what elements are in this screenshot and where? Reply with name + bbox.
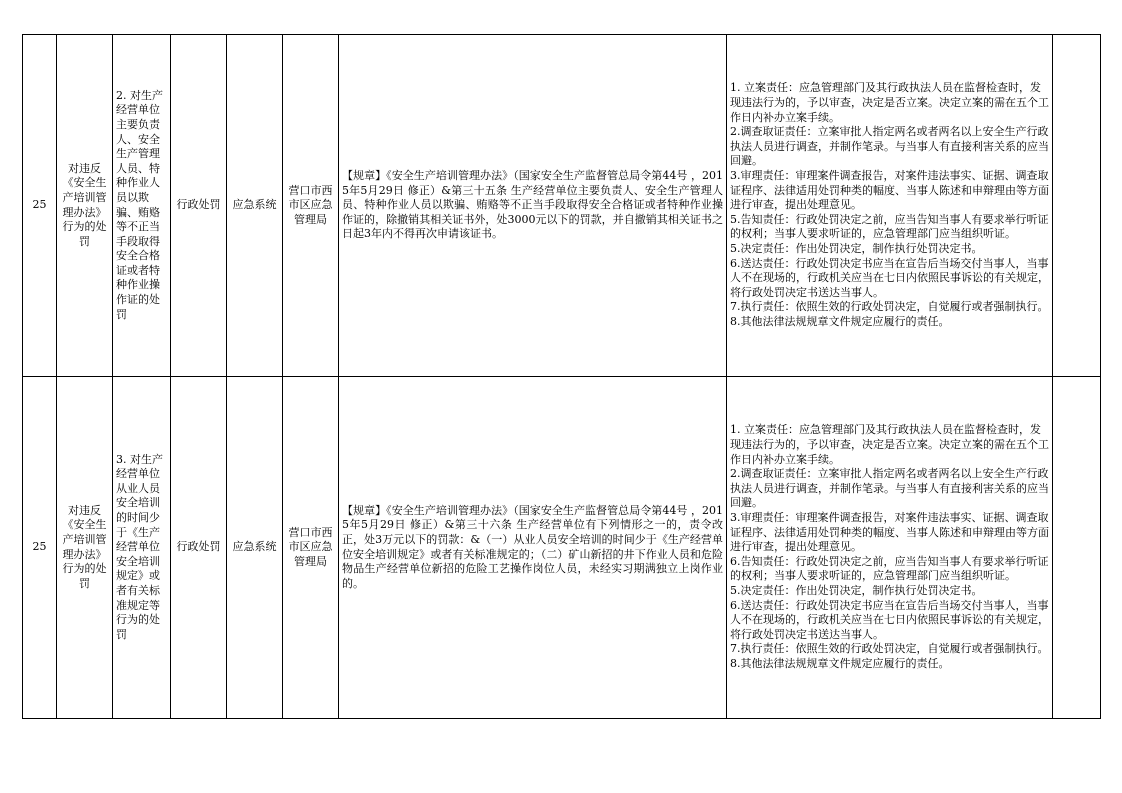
responsibility-item: 6.送达责任：行政处罚决定书应当在宣告后当场交付当事人，当事人不在现场的，行政机关应当在七日内依照民事诉讼的有关规定，将行政处罚决定书送达当事人。: [730, 598, 1049, 641]
responsibility-item: 3.审理责任：审理案件调查报告，对案件违法事实、证据、调查取证程序、法律适用处罚种类的幅度、当事人陈述和申辩理由等方面进行审查，提出处理意见。: [730, 169, 1049, 212]
department-name: 营口市西市区应急管理局: [283, 35, 339, 377]
responsibility-item: 2.调查取证责任：立案审批人指定两名或者两名以上安全生产行政执法人员进行调查，并制作笔录。与当事人有直接利害关系的应当回避。: [730, 125, 1049, 168]
responsibility-item: 7.执行责任：依照生效的行政处罚决定，自觉履行或者强制执行。: [730, 300, 1049, 314]
responsibility-item: 5.决定责任：作出处罚决定，制作执行处罚决定书。: [730, 583, 983, 597]
responsibility-item: 8.其他法律法规规章文件规定应履行的责任。: [730, 314, 950, 328]
remark: [1053, 377, 1101, 719]
responsibility-item: 5.决定责任：作出处罚决定，制作执行处罚决定书。: [730, 241, 983, 255]
remark: [1053, 35, 1101, 377]
system-name: 应急系统: [227, 377, 283, 719]
responsibility-item: 2.调查取证责任：立案审批人指定两名或者两名以上安全生产行政执法人员进行调查，并制作笔录。与当事人有直接利害关系的应当回避。: [730, 467, 1049, 510]
sub-item-name: 2. 对生产经营单位主要负责人、安全生产管理人员、特种作业人员以欺骗、贿赂等不正当手段取得安全合格证或者特种作业操作证的处罚: [113, 35, 171, 377]
power-list-table: [22, 34, 1101, 719]
item-name: 对违反《安全生产培训管理办法》行为的处罚: [57, 377, 113, 719]
responsibility-list: [727, 35, 1053, 377]
row-number: 25: [23, 377, 57, 719]
power-type: 行政处罚: [171, 377, 227, 719]
system-name: 应急系统: [227, 35, 283, 377]
responsibility-item: 7.执行责任：依照生效的行政处罚决定，自觉履行或者强制执行。: [730, 642, 1049, 656]
responsibility-item: 5.告知责任：行政处罚决定之前，应当告知当事人有要求举行听证的权利；当事人要求听证的，应急管理部门应当组织听证。: [730, 212, 1049, 241]
responsibility-item: 6.送达责任：行政处罚决定书应当在宣告后当场交付当事人，当事人不在现场的，行政机关应当在七日内依照民事诉讼的有关规定，将行政处罚决定书送达当事人。: [730, 256, 1049, 299]
department-name: 营口市西市区应急管理局: [283, 377, 339, 719]
responsibility-list: [727, 377, 1053, 719]
responsibility-item: 3.审理责任：审理案件调查报告，对案件违法事实、证据、调查取证程序、法律适用处罚种类的幅度、当事人陈述和申辩理由等方面进行审查，提出处理意见。: [730, 511, 1049, 554]
row-number: 25: [23, 35, 57, 377]
responsibility-item: 8.其他法律法规规章文件规定应履行的责任。: [730, 656, 950, 670]
legal-basis: 【规章】《安全生产培训管理办法》（国家安全生产监督管总局令第44号 ，2015年5月29日 修正）&第三十五条 生产经营单位主要负责人、安全生产管理人员、特种作业人员以欺骗、贿赂等不正当手段取得安全合格证或者特种作业操作证的，除撤销其相关证书外，处3000元以下的罚款，并自撤销其相关证书之日起3年内不得再次申请该证书。: [339, 35, 727, 377]
legal-basis: 【规章】《安全生产培训管理办法》（国家安全生产监督管总局令第44号 ，2015年5月29日 修正）&第三十六条 生产经营单位有下列情形之一的，责令改正，处3万元以下的罚款：&（一）从业人员安全培训的时间少于《生产经营单位安全培训规定》或者有关标准规定的；（二）矿山新招的井下作业人员和危险物品生产经营单位新招的危险工艺操作岗位人员，未经实习期满独立上岗作业的。: [339, 377, 727, 719]
table-row: [23, 35, 1101, 377]
sub-item-name: 3. 对生产经营单位从业人员安全培训的时间少于《生产经营单位安全培训规定》或者有关标准规定等行为的处罚: [113, 377, 171, 719]
power-type: 行政处罚: [171, 35, 227, 377]
responsibility-item: 6.告知责任：行政处罚决定之前，应当告知当事人有要求举行听证的权利；当事人要求听证的，应急管理部门应当组织听证。: [730, 554, 1049, 583]
table-row: [23, 377, 1101, 719]
responsibility-item: 1. 立案责任：应急管理部门及其行政执法人员在监督检查时，发现违法行为的，予以审查，决定是否立案。决定立案的需在五个工作日内补办立案手续。: [730, 81, 1049, 124]
responsibility-item: 1. 立案责任：应急管理部门及其行政执法人员在监督检查时，发现违法行为的，予以审查，决定是否立案。决定立案的需在五个工作日内补办立案手续。: [730, 423, 1049, 466]
item-name: 对违反《安全生产培训管理办法》行为的处罚: [57, 35, 113, 377]
